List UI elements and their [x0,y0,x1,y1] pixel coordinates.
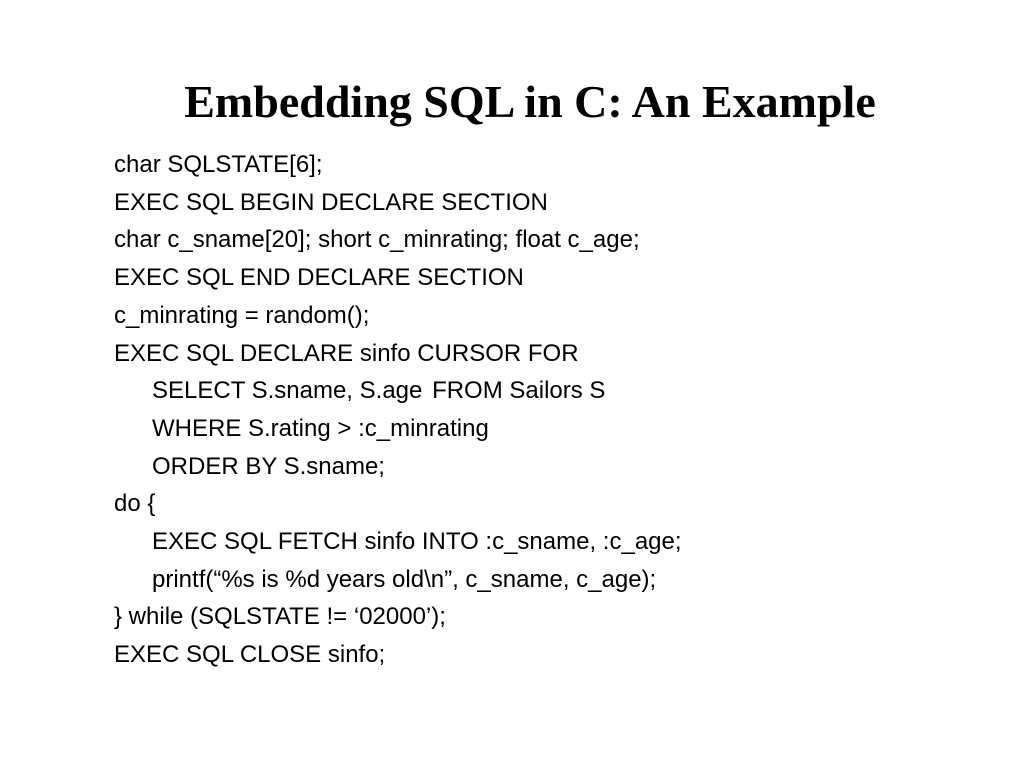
code-line: char c_sname[20]; short c_minrating; float c_age; [114,226,640,254]
code-line: c_minrating = random(); [114,301,370,329]
code-line: printf(“%s is %d years old\n”, c_sname, c_age); [152,565,657,593]
code-line: EXEC SQL FETCH sinfo INTO :c_sname, :c_age; [152,528,682,556]
code-line: EXEC SQL BEGIN DECLARE SECTION [114,188,548,216]
code-line: WHERE S.rating > :c_minrating [152,414,489,442]
code-line: do { [114,490,156,518]
code-line: char SQLSTATE[6]; [114,151,323,178]
code-line: ORDER BY S.sname; [152,452,385,480]
code-line: } while (SQLSTATE != ‘02000’); [114,603,446,631]
code-line: EXEC SQL DECLARE sinfo CURSOR FOR [114,339,579,367]
code-listing [114,146,974,674]
code-line: EXEC SQL CLOSE sinfo; [114,641,386,669]
slide-title: Embedding SQL in C: An Example [184,76,876,127]
code-line: SELECT S.sname, S.age FROM Sailors S [152,377,606,405]
code-line: EXEC SQL END DECLARE SECTION [114,264,524,292]
